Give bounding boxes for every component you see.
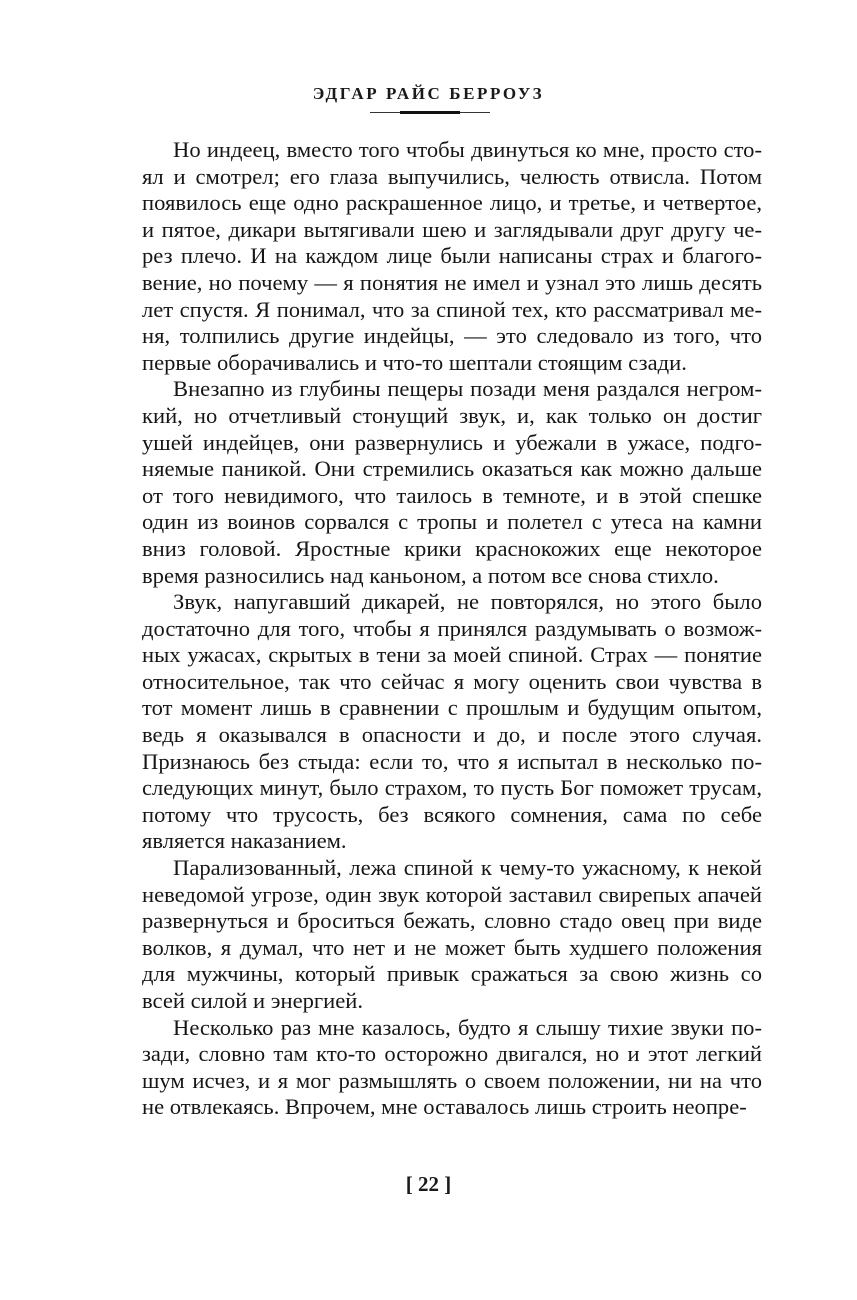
- running-head-author: ЭДГАР РАЙС БЕРРОУЗ: [312, 84, 545, 103]
- body-text: [142, 137, 762, 1121]
- paragraph: Несколько раз мне казалось, будто я слышу тихие звуки позади, словно там кто-то осторожно двигался, но и этот легкий шум исчез, и я мог размышлять о своем положении, ни на что не отвлекаясь. Впрочем, мне оставалось лишь строить неопре-: [142, 1014, 762, 1120]
- paragraph: Но индеец, вместо того чтобы двинуться ко мне, просто стоял и смотрел; его глаза выпучились, челюсть отвисла. Потом появилось еще одно раскрашенное лицо, и третье, и четвертое, и пятое, дикари вытягивали шею и заглядывали друг другу через плечо. И на каждом лице были написаны страх и благоговение, но почему — я понятия не имел и узнал это лишь десять лет спустя. Я понимал, что за спиной тех, кто рассматривал меня, толпились другие индейцы, — это следовало из того, что первые оборачивались и что-то шептали стоящим сзади.: [142, 137, 762, 375]
- paragraph: Парализованный, лежа спиной к чему-то ужасному, к некой неведомой угрозе, один звук которой заставил свирепых апачей развернуться и броситься бежать, словно стадо овец при виде волков, я думал, что нет и не может быть худшего положения для мужчины, который привык сражаться за свою жизнь со всей силой и энергией.: [142, 855, 762, 1013]
- page-number: [ 22 ]: [405, 1172, 452, 1196]
- paragraph: Звук, напугавший дикарей, не повторялся, но этого было достаточно для того, чтобы я принялся раздумывать о возможных ужасах, скрытых в тени за моей спиной. Страх — понятие относительное, так что сейчас я могу оценить свои чувства в тот момент лишь в сравнении с прошлым и будущим опытом, ведь я оказывался в опасности и до, и после этого случая. Признаюсь без стыда: если то, что я испытал в несколько последующих минут, было страхом, то пусть Бог поможет трусам, потому что трусость, без всякого сомнения, сама по себе является наказанием.: [142, 589, 762, 854]
- paragraph: Внезапно из глубины пещеры позади меня раздался негромкий, но отчетливый стонущий звук, и, как только он достиг ушей индейцев, они развернулись и убежали в ужасе, подгоняемые паникой. Они стремились оказаться как можно дальше от того невидимого, что таилось в темноте, и в этой спешке один из воинов сорвался с тропы и полетел с утеса на камни вниз головой. Яростные крики краснокожих еще некоторое время разносились над каньоном, а потом все снова стихло.: [142, 376, 762, 588]
- header-rule-ornament: [400, 111, 460, 114]
